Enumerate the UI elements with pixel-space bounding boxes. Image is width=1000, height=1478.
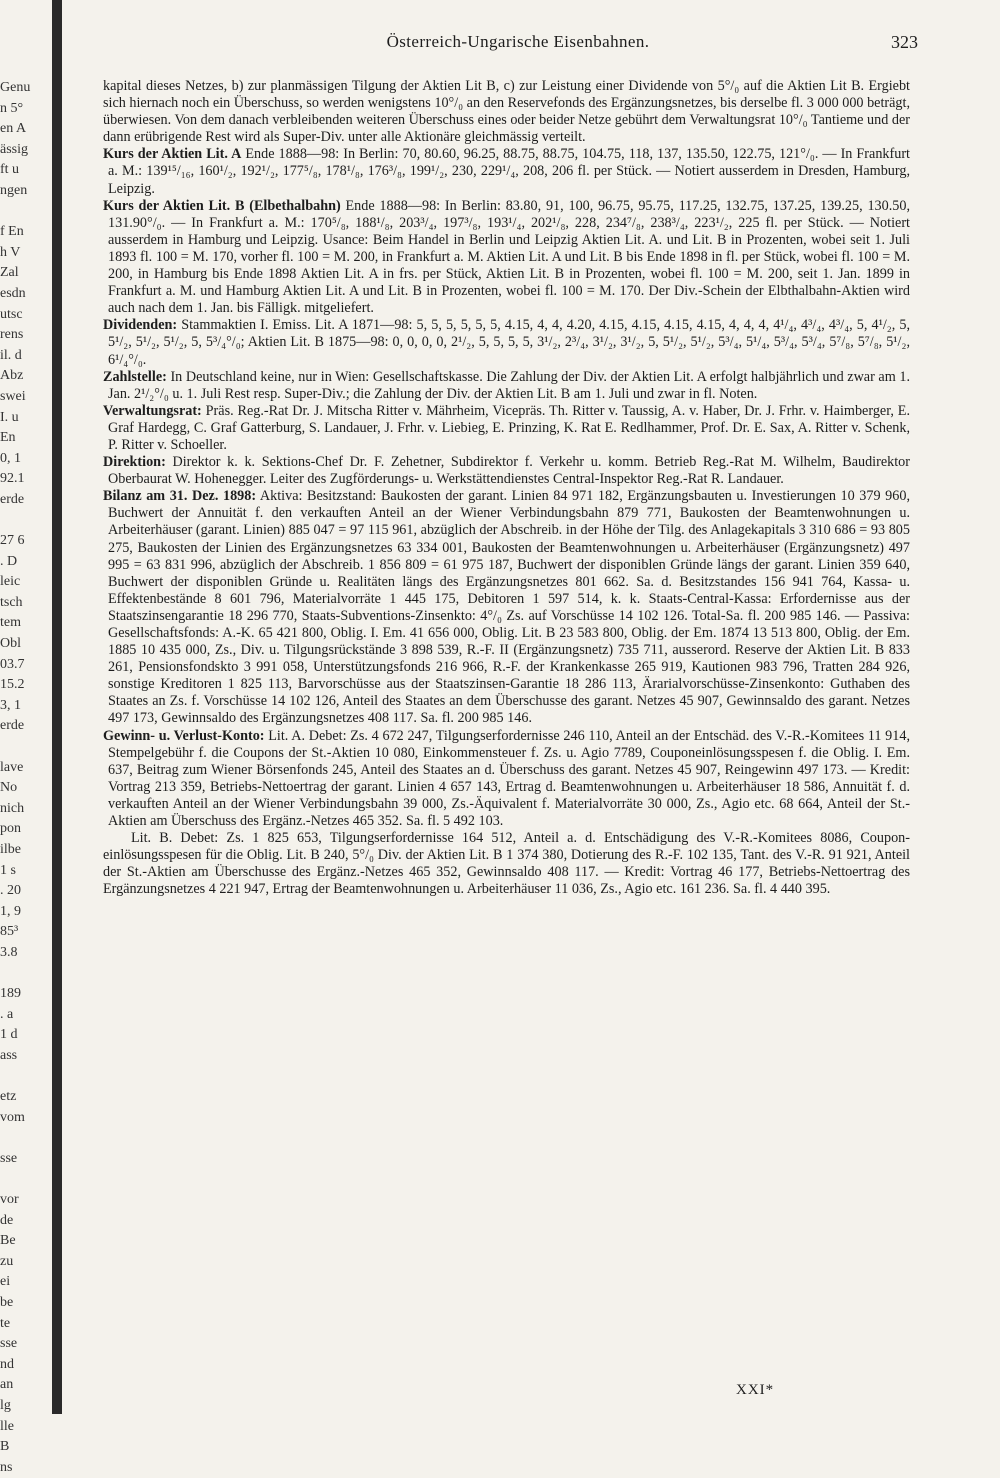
left-fragment-line: ei	[0, 1274, 11, 1290]
entry-paragraph	[103, 403, 910, 454]
entry-text: Stammaktien I. Emiss. Lit. A 1871—98: 5, 5, 5, 5, 5, 5, 4.15, 4, 4, 4.20, 4.15, 4.15, 4.15, 4.15, 4, 4, 4, 4¹/₄, 4³/₄, 4³/₄, 5, 4¹/₂, 5, 5¹/₂, 5¹/₂, 5¹/₂, 5, 5³/₄°/₀; Aktien Lit. B 1875—98: 0, 0, 0, 0, 2¹/₂, 5, 5, 5, 5, 3¹/₂, 2³/₄, 3¹/₂, 3¹/₂, 5, 5¹/₂, 5¹/₂, 5³/₄, 5¹/₄, 5³/₄, 5³/₄, 5⁷/₈, 5⁷/₈, 5¹/₂, 6¹/₄°/₀.	[108, 317, 911, 368]
left-fragment-line: f En	[0, 224, 24, 240]
left-fragment-line: leic	[0, 574, 21, 590]
left-fragment-line: Zal	[0, 265, 19, 281]
left-fragment-line: B	[0, 1439, 10, 1455]
left-fragment-line: zu	[0, 1253, 14, 1269]
left-page-fragments	[0, 78, 52, 1478]
left-fragment-line	[0, 737, 52, 758]
entry-heading: Zahlstelle:	[103, 368, 167, 385]
entry-paragraph	[103, 198, 910, 318]
left-fragment-line: 92.1	[0, 471, 25, 487]
entry-heading: Bilanz am 31. Dez. 1898:	[103, 488, 257, 505]
left-fragment-line: . D	[0, 553, 18, 569]
running-title: Österreich-Ungarische Eisenbahnen.	[386, 32, 650, 51]
left-fragment-line: Abz	[0, 368, 24, 384]
left-fragment-line: . a	[0, 1006, 14, 1022]
left-fragment-line: utsc	[0, 306, 23, 322]
entry-text: kapital dieses Netzes, b) zur planmässigen Tilgung der Aktien Lit B, c) zur Leistung einer Dividende von 5°/₀ auf die Aktien Lit B. Ergiebt sich hiernach noch ein Überschuss, so werden wenigstens 10°/₀ an den Reservefonds des Ergänzungsnetzes, bis derselbe fl. 3 000 000 beträgt, überwiesen. Von dem danach verbleibenden weiteren Überschuss eines oder beider Netze gebührt dem Verwaltungsrat 10°/₀ Tantieme und der dann erübrigende Rest wird als Super-Div. unter alle Aktionäre gleichmässig verteilt.	[103, 78, 911, 146]
left-fragment-line: 27 6	[0, 533, 25, 549]
left-fragment-line: il. d	[0, 347, 22, 363]
left-fragment-line: nich	[0, 800, 25, 816]
entry-paragraph	[103, 454, 910, 488]
left-fragment-line: nd	[0, 1356, 14, 1372]
entry-paragraph	[103, 488, 910, 727]
left-fragment-line: 85³	[0, 924, 19, 940]
entry-text: Aktiva: Besitzstand: Baukosten der garant. Linien 84 971 182, Ergänzungsbauten u. Investierungen 10 379 960, Buchwert der Annuität f. den verkauften Anteil an der Wiener Verbindungsbahn 879 771, Baukosten der Beamtenwohnungen u. Arbeiterhäuser (garant. Linien) 885 047 = 97 115 961, abzüglich der Abschreib. in der Höhe der Tilg. des Anlagekapitals 3 310 686 = 93 805 275, Baukosten der Linien des Ergänzungsnetzes 63 334 001, Baukosten der Beamtenwohnungen u. Arbeiterhäuser (Ergänzungsnetz) 497 995 = 63 831 996, abzüglich der Abschreib. 1 856 809 = 61 975 187, Buchwert der disponiblen Gründe längs der garant. Linien 359 640, Buchwert der disponiblen Gründe u. Realitäten längs des Ergänzungsnetzes 801 662. Sa. d. Besitzstandes 156 941 764, Kassa- u. Effektenbestände 8 601 796, Materialvorräte 1 445 175, Debitoren 1 597 514, k. k. Staats-Central-Kassa: Erfordernisse aus der Staatszinsengarantie 18 296 770, Staats-Subventions-Zinsenkto: 4°/₀ Zs. auf Vorschüsse 14 102 126. Total-Sa. fl. 200 985 146. — Passiva: Gesellschaftsfonds: A.-K. 65 421 800, Oblig. I. Em. 41 656 000, Oblig. Lit. B 23 583 800, Oblig. der Em. 1874 13 513 800, Oblig. der Em. 1885 10 435 000, Zs., Div. u. Tilgungsrückstände 3 898 539, R.-F. II (Ergänzungsnetz) 735 711, ausserord. Reserve der Aktien Lit. B 833 261, Pensionsfondskto 3 991 058, Unterstützungsfonds 216 966, R.-F. der Krankenkasse 265 919, Kautionen 983 796, Tratten 284 926, sonstige Kreditoren 1 825 113, Barvorschüsse aus der Staatszinsen-Garantie 18 286 113, Ärarialvorschüsse-Zinsenkonto: Guthaben des Staates an Zs. f. Vorschüsse 14 102 126, Anteil des Staates an dem Überschusse des garant. Netzes 45 907, Gewinnsaldo des garant. Netzes 497 173, Gewinnsaldo des Ergänzungsnetzes 408 117. Sa. fl. 200 985 146.	[108, 488, 910, 727]
left-fragment-line	[0, 1067, 52, 1088]
left-fragment-line: ngen	[0, 182, 28, 198]
left-fragment-line: 1 s	[0, 862, 16, 878]
left-fragment-line: lg	[0, 1398, 11, 1413]
entry-text: In Deutschland keine, nur in Wien: Gesellschaftskasse. Die Zahlung der Div. der Aktien Lit. A erfolgt halbjährlich und zwar am 1. Jan. 2¹/₂°/₀ u. 1. Juli Rest resp. Super-Div.; die Zahlung der Div. der Aktien Lit. B am 1. Juli und zwar in fl. Noten.	[108, 368, 911, 402]
entry-paragraph	[103, 146, 910, 197]
left-fragment-line	[0, 510, 52, 531]
entry-text: Präs. Reg.-Rat Dr. J. Mitscha Ritter v. Mährheim, Vicepräs. Th. Ritter v. Taussig, A. v. Haber, Dr. J. Frhr. v. Haimberger, E. Graf Hardegg, C. Graf Gatterburg, S. Landauer, J. Frhr. v. Liebieg, E. Prinzing, K. Rat E. Redlhammer, Prof. Dr. E. Sax, A. Ritter v. Schenk, P. Ritter v. Schoeller.	[108, 402, 910, 453]
entry-text: Ende 1888—98: In Berlin: 70, 80.60, 96.25, 88.75, 88.75, 104.75, 118, 137, 135.50, 122.75, 121°/₀. — In Frankfurt a. M.: 139¹⁵/₁₆, 160¹/₂, 192¹/₂, 177⁵/₈, 178¹/₈, 176³/₈, 199¹/₂, 230, 229¹/₄, 208, 206 fl. per Stück. — Notiert ausserdem in Dresden, Hamburg, Leipzig.	[108, 146, 910, 197]
entry-heading: Kurs der Aktien Lit. B (Elbethalbahn)	[103, 197, 341, 214]
left-fragment-line: sse	[0, 1336, 18, 1352]
left-fragment-line: I. u	[0, 409, 19, 425]
left-fragment-line: 1, 9	[0, 903, 21, 919]
entry-heading: Gewinn- u. Verlust-Konto:	[103, 727, 265, 744]
left-fragment-line: n 5°	[0, 100, 24, 116]
page-header	[118, 32, 918, 58]
left-fragment-line	[0, 964, 52, 985]
left-fragment-line	[0, 1128, 52, 1149]
left-fragment-line: En	[0, 430, 16, 446]
left-fragment-line: h V	[0, 244, 21, 260]
left-fragment-line: 189	[0, 986, 21, 1002]
entry-paragraph	[103, 369, 910, 403]
left-fragment-line: esdn	[0, 285, 26, 301]
left-fragment-line: erde	[0, 718, 25, 734]
left-fragment-line: lave	[0, 759, 24, 775]
left-fragment-line: ilbe	[0, 841, 21, 857]
left-fragment-line: Genu	[0, 80, 31, 95]
left-fragment-line: lle	[0, 1418, 14, 1434]
text-paragraph	[103, 78, 910, 146]
entry-paragraph	[103, 317, 910, 368]
entry-text: Lit. B. Debet: Zs. 1 825 653, Tilgungserfordernisse 164 512, Anteil a. d. Entschädigung des V.-R.-Komitees 8086, Couponeinlösungsspesen für die Oblig. Lit. B 240, 5°/₀ Div. der Aktien Lit. B 1 374 380, Dotierung des R.-F. 102 135, Tant. des V.-R. 91 921, Anteil der St.-Aktien am Überschusse des Ergänz.-Netzes 465 352, Gewinnsaldo 408 117. — Kredit: Vortrag 46 177, Betriebs-Nettoertrag des Ergänzungsnetzes 4 221 947, Ertrag der Beamtenwohnungen u. Arbeiterhäuser 11 036, Zs., Agio etc. 161 236. Sa. fl. 4 440 395.	[103, 830, 910, 898]
left-fragment-line: rens	[0, 327, 24, 343]
left-fragment-line: ns	[0, 1459, 13, 1475]
left-fragment-line: etz	[0, 1089, 17, 1105]
entry-text: Ende 1888—98: In Berlin: 83.80, 91, 100, 96.75, 95.75, 117.25, 132.75, 137.25, 139.25, 130.50, 131.90°/₀. — In Frankfurt a. M.: 170⁵/₈, 188¹/₈, 203³/₄, 197³/₈, 193¹/₄, 202¹/₈, 228, 234⁷/₈, 238³/₄, 223¹/₂, 225 fl. per Stück. — Notiert ausserdem in Hamburg und Leipzig. Usance: Beim Handel in Berlin und Leipzig Aktien Lit. A. und Lit. B in Prozenten, wobei seit 1. Juli 1893 fl. 100 = M. 170, vorher fl. 100 = M. 200, in Frankfurt a. M. Aktien Lit. A und Lit. B bis Ende 1898 in fl. per Stück, wobei fl. 100 = M. 200, in Hamburg bis Ende 1898 Aktien Lit. A in frs. per Stück, Aktien Lit. B in Prozenten, wobei fl. 100 = M. 200, seit 1. Jan. 1899 in Frankfurt a. M. und Hamburg Aktien Lit. A und Lit. B in Prozenten, wobei fl. 100 = M. 170. Der Div.-Schein der Elbthalbahn-Aktien wird auch nach dem 1. Jan. bis Fälligk. mitgeliefert.	[108, 197, 911, 317]
left-fragment-line: 0, 1	[0, 450, 21, 466]
entry-heading: Kurs der Aktien Lit. A	[103, 146, 242, 163]
left-fragment-line: tem	[0, 615, 21, 631]
page-body	[103, 78, 910, 899]
left-fragment-line: 1 d	[0, 1027, 18, 1043]
left-fragment-line: an	[0, 1377, 14, 1393]
left-fragment-line: vom	[0, 1109, 25, 1125]
left-fragment-line	[0, 202, 52, 223]
left-fragment-line: 3.8	[0, 944, 18, 960]
left-fragment-line: erde	[0, 491, 25, 507]
left-fragment-line: Be	[0, 1233, 16, 1249]
entry-text: Lit. A. Debet: Zs. 4 672 247, Tilgungserfordernisse 246 110, Anteil an der Entschäd. des V.-R.-Komitees 11 914, Stempelgebühr f. die Coupons der St.-Aktien 10 080, Einkommensteuer f. Zs. u. Agio 7789, Couponeinlösungsspesen f. die Oblig. I. Em. 637, Beitrag zum Wiener Börsenfonds 245, Anteil des Staates an d. Überschuss des garant. Netzes 45 907, Reingewinn 497 173. — Kredit: Vortrag 213 359, Betriebs-Nettoertrag der garant. Linien 4 657 143, Ertrag d. Beamtenwohnungen u. Arbeiterhäuser 18 586, Annuität f. d. verkauften Anteil an der Wiener Verbindungsbahn 39 000, Zs.-Äquivalent f. Materialvorräte 30 000, Zs., Agio etc. 68 664, Anteil der St.-Aktien am Überschuss des Ergänz.-Netzes 465 352. Sa. fl. 5 492 103.	[108, 727, 910, 830]
left-fragment-line: be	[0, 1295, 14, 1311]
signature-mark: XXI*	[736, 1382, 775, 1398]
entry-heading: Verwaltungsrat:	[103, 402, 202, 419]
entry-heading: Dividenden:	[103, 317, 178, 334]
entry-heading: Direktion:	[103, 454, 166, 471]
left-fragment-line: de	[0, 1212, 14, 1228]
text-paragraph	[103, 830, 910, 898]
left-fragment-line: te	[0, 1315, 11, 1331]
page-binding-shadow	[52, 0, 62, 1414]
entry-text: Direktor k. k. Sektions-Chef Dr. F. Zehetner, Subdirektor f. Verkehr u. komm. Betrieb Reg.-Rat M. Wilhelm, Baudirektor Oberbaurat W. Hohenegger. Leiter des Zugförderungs- u. Werkstättendienstes Central-Inspektor Reg.-Rat R. Landauer.	[108, 454, 910, 488]
left-fragment-line: vor	[0, 1192, 19, 1208]
entry-paragraph	[103, 728, 910, 831]
left-fragment-line: 03.7	[0, 656, 25, 672]
left-fragment-line: en A	[0, 121, 27, 137]
left-fragment-line: tsch	[0, 594, 23, 610]
left-fragment-line	[0, 1169, 52, 1190]
left-fragment-line: 3, 1	[0, 697, 21, 713]
left-fragment-line: ass	[0, 1047, 18, 1063]
left-fragment-line: pon	[0, 821, 21, 837]
left-fragment-line: . 20	[0, 883, 21, 899]
left-fragment-line: Obl	[0, 636, 21, 652]
left-fragment-line: 15.2	[0, 677, 25, 693]
left-fragment-line: No	[0, 780, 18, 796]
page-number: 323	[891, 32, 918, 52]
left-fragment-line: ässig	[0, 141, 28, 157]
left-fragment-line: swei	[0, 388, 26, 404]
left-fragment-line: ft u	[0, 162, 20, 178]
left-fragment-line: sse	[0, 1150, 18, 1166]
